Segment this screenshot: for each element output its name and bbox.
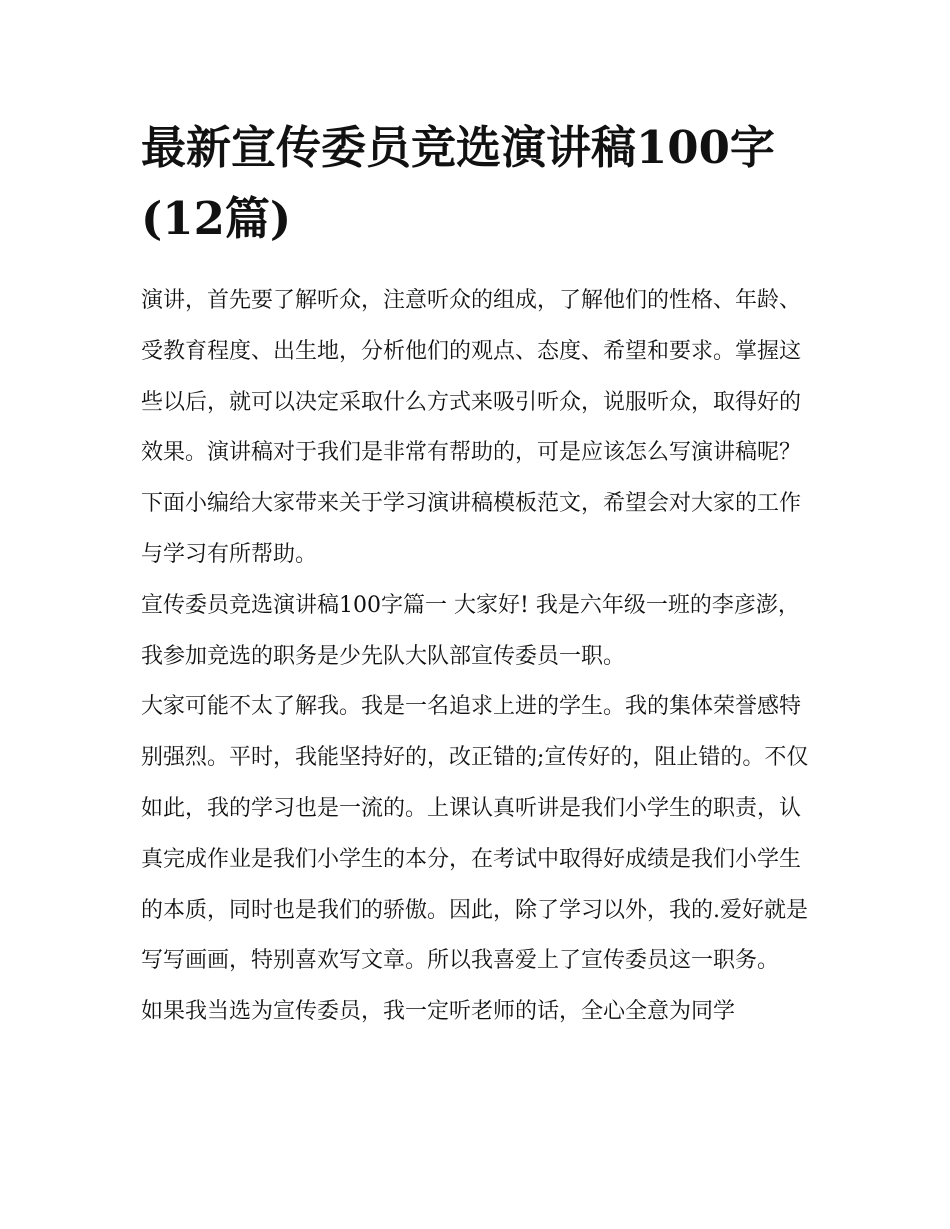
paragraph-greeting: 宣传委员竞选演讲稿100字篇一 大家好! 我是六年级一班的李彦澎，我参加竞选的职务是少先队大队部宣传委员一职。 — [141, 592, 800, 669]
paragraph-promise: 如果我当选为宣传委员，我一定听老师的话，全心全意为同学 — [141, 999, 736, 1025]
document-body — [141, 276, 813, 1038]
paragraph-self-introduction: 大家可能不太了解我。我是一名追求上进的学生。我的集体荣誉感特别强烈。平时，我能坚持好的，改正错的;宣传好的，阻止错的。不仅如此，我的学习也是一流的。上课认真听讲是我们小学生的职责，认真完成作业是我们小学生的本分，在考试中取得好成绩是我们小学生的本质，同时也是我们的骄傲。因此，除了学习以外，我的.爱好就是写写画画，特别喜欢写文章。所以我喜爱上了宣传委员这一职务。 — [141, 694, 809, 974]
document-title: 最新宣传委员竞选演讲稿100字(12篇) — [141, 121, 775, 245]
document-page — [141, 112, 813, 1038]
paragraph-intro: 演讲，首先要了解听众，注意听众的组成，了解他们的性格、年龄、受教育程度、出生地，分析他们的观点、态度、希望和要求。掌握这些以后，就可以决定采取什么方式来吸引听众，说服听众，取得好的效果。演讲稿对于我们是非常有帮助的，可是应该怎么写演讲稿呢？下面小编给大家带来关于学习演讲稿模板范文，希望会对大家的工作与学习有所帮助。 — [141, 288, 802, 567]
